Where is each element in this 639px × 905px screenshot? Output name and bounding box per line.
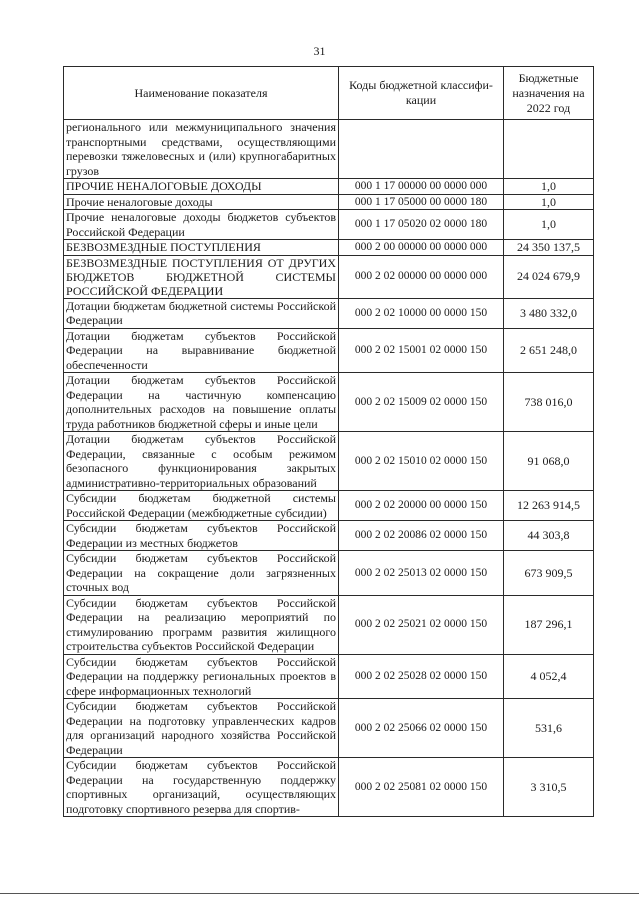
row-amount: 1,0 [504,194,594,210]
header-code: Коды бюджетной классифи-кации [339,67,504,120]
row-name: Дотации бюджетам бюджетной системы Российской Федерации [64,298,339,328]
row-amount: 44 303,8 [504,521,594,551]
table-row [64,240,594,256]
row-name: БЕЗВОЗМЕЗДНЫЕ ПОСТУПЛЕНИЯ ОТ ДРУГИХ БЮДЖЕТОВ БЮДЖЕТНОЙ СИСТЕМЫ РОССИЙСКОЙ ФЕДЕРАЦИИ [64,255,339,298]
row-code: 000 2 02 25028 02 0000 150 [339,654,504,699]
table-row [64,328,594,373]
row-code: 000 2 02 20000 00 0000 150 [339,491,504,521]
row-code: 000 2 02 15001 02 0000 150 [339,328,504,373]
row-name: регионального или межмуниципального значения транспортными средствами, осуществляющими перевозки тяжеловесных и (или) крупногабаритных грузов [64,120,339,179]
row-amount: 531,6 [504,699,594,758]
table-row [64,120,594,179]
table-row [64,699,594,758]
row-code: 000 2 02 15010 02 0000 150 [339,432,504,491]
row-amount: 673 909,5 [504,551,594,596]
row-amount: 12 263 914,5 [504,491,594,521]
page-bottom-rule [0,893,639,894]
row-name: Субсидии бюджетам субъектов Российской Федерации на поддержку региональных проектов в сфере информационных технологий [64,654,339,699]
table-row [64,491,594,521]
row-name: Прочие неналоговые доходы [64,194,339,210]
row-amount: 2 651 248,0 [504,328,594,373]
table-row [64,432,594,491]
row-amount [504,120,594,179]
row-code: 000 2 02 00000 00 0000 000 [339,255,504,298]
row-name: Дотации бюджетам субъектов Российской Федерации на частичную компенсацию дополнительных расходов на повышение оплаты труда работников бюджетной сферы и иные цели [64,373,339,432]
row-code: 000 2 02 20086 02 0000 150 [339,521,504,551]
row-code: 000 2 02 25013 02 0000 150 [339,551,504,596]
header-amount: Бюджетные назначения на 2022 год [504,67,594,120]
row-name: Субсидии бюджетам субъектов Российской Федерации на государственную поддержку спортивных организаций, осуществляющих подготовку спортивного резерва для спортив- [64,758,339,817]
table-row [64,194,594,210]
row-amount: 3 480 332,0 [504,298,594,328]
row-name: ПРОЧИЕ НЕНАЛОГОВЫЕ ДОХОДЫ [64,179,339,195]
row-amount: 738 016,0 [504,373,594,432]
table-row [64,654,594,699]
row-amount: 4 052,4 [504,654,594,699]
row-amount: 24 024 679,9 [504,255,594,298]
row-code: 000 2 00 00000 00 0000 000 [339,240,504,256]
table-row [64,255,594,298]
table-row [64,298,594,328]
row-amount: 3 310,5 [504,758,594,817]
table-row [64,210,594,240]
row-name: БЕЗВОЗМЕЗДНЫЕ ПОСТУПЛЕНИЯ [64,240,339,256]
row-amount: 91 068,0 [504,432,594,491]
row-name: Субсидии бюджетам бюджетной системы Российской Федерации (межбюджетные субсидии) [64,491,339,521]
row-code: 000 1 17 05000 00 0000 180 [339,194,504,210]
row-code: 000 2 02 25021 02 0000 150 [339,595,504,654]
table-row [64,595,594,654]
table-row [64,758,594,817]
row-code: 000 2 02 25066 02 0000 150 [339,699,504,758]
row-amount: 187 296,1 [504,595,594,654]
table-header-row [64,67,594,120]
row-code: 000 2 02 10000 00 0000 150 [339,298,504,328]
row-name: Субсидии бюджетам субъектов Российской Федерации на реализацию мероприятий по стимулированию программ развития жилищного строительства субъектов Российской Федерации [64,595,339,654]
page-number: 31 [313,44,326,58]
row-name: Дотации бюджетам субъектов Российской Федерации, связанные с особым режимом безопасного функционирования закрытых административно-территориальных образований [64,432,339,491]
table-row [64,521,594,551]
row-amount: 24 350 137,5 [504,240,594,256]
row-code: 000 1 17 05020 02 0000 180 [339,210,504,240]
row-name: Прочие неналоговые доходы бюджетов субъектов Российской Федерации [64,210,339,240]
row-name: Дотации бюджетам субъектов Российской Федерации на выравнивание бюджетной обеспеченности [64,328,339,373]
row-name: Субсидии бюджетам субъектов Российской Федерации на сокращение доли загрязненных сточных вод [64,551,339,596]
row-code: 000 2 02 15009 02 0000 150 [339,373,504,432]
header-name: Наименование показателя [64,67,339,120]
row-code: 000 2 02 25081 02 0000 150 [339,758,504,817]
row-code: 000 1 17 00000 00 0000 000 [339,179,504,195]
budget-revenue-table [63,66,594,817]
table-row [64,373,594,432]
row-code [339,120,504,179]
row-amount: 1,0 [504,179,594,195]
table-row [64,551,594,596]
row-name: Субсидии бюджетам субъектов Российской Федерации на подготовку управленческих кадров для организаций народного хозяйства Российской Федерации [64,699,339,758]
table-row [64,179,594,195]
row-name: Субсидии бюджетам субъектов Российской Федерации из местных бюджетов [64,521,339,551]
row-amount: 1,0 [504,210,594,240]
